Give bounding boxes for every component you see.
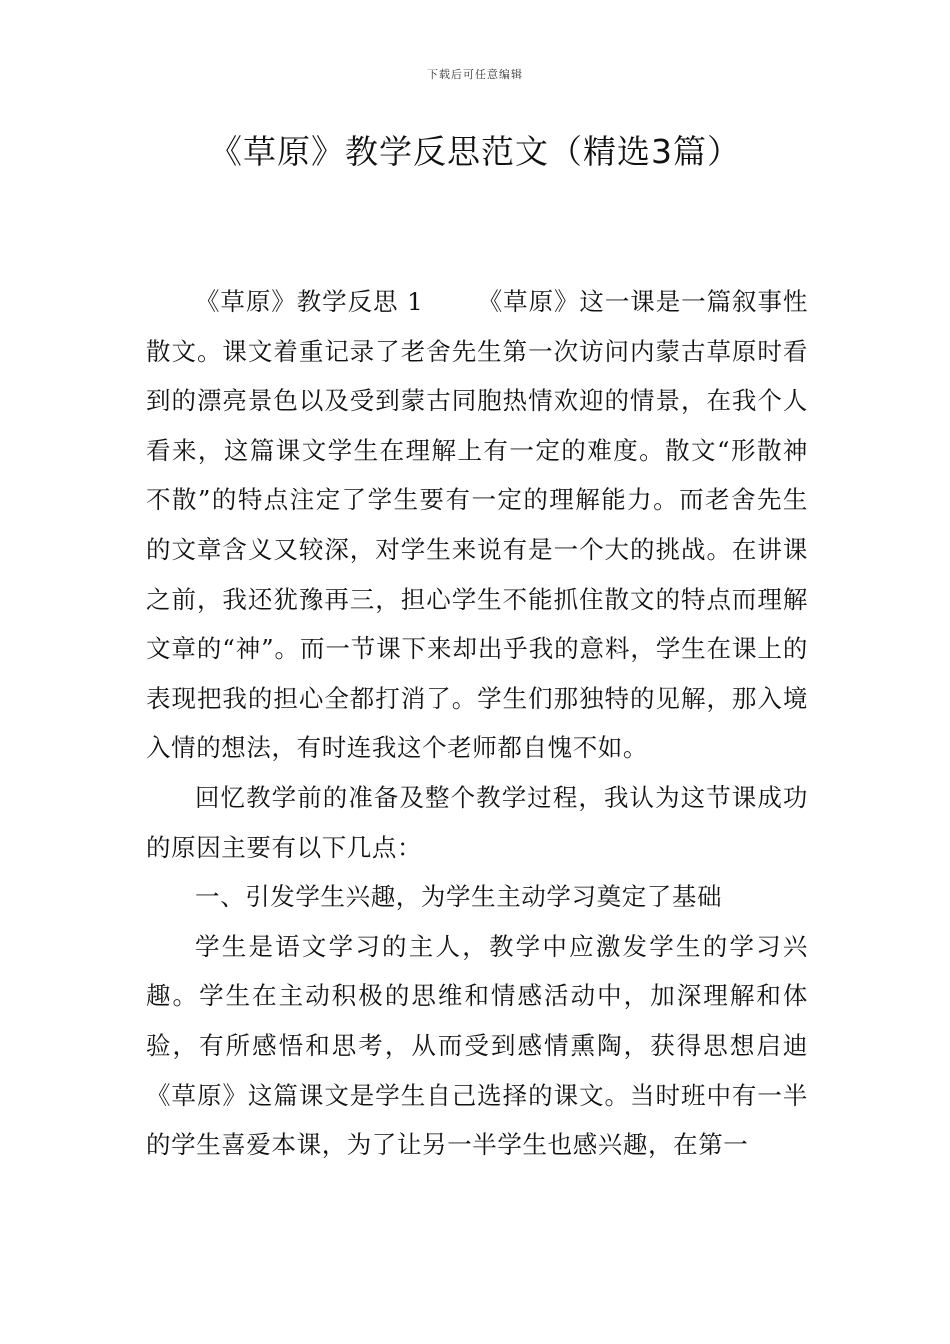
document-body bbox=[146, 277, 808, 1170]
paragraph: 回忆教学前的准备及整个教学过程，我认为这节课成功的原因主要有以下几点： bbox=[146, 782, 808, 862]
section-heading: 《草原》教学反思 1 bbox=[195, 287, 424, 316]
paragraph: 学生是语文学习的主人，教学中应激发学生的学习兴趣。学生在主动积极的思维和情感活动中，加深理解和体验，有所感悟和思考，从而受到感情熏陶，获得思想启迪《草原》这篇课文是学生自己选择的课文。当时班中有一半的学生喜爱本课，为了让另一半学生也感兴趣，在第一 bbox=[146, 931, 808, 1160]
header-note: 下载后可任意编辑 bbox=[427, 68, 523, 81]
subheading: 一、引发学生兴趣，为学生主动学习奠定了基础 bbox=[195, 882, 723, 912]
paragraph-section1 bbox=[146, 277, 808, 773]
section-intro-text: 《草原》这一课是一篇叙事性散文。课文着重记录了老舍先生第一次访问内蒙古草原时看到的漂亮景色以及受到蒙古同胞热情欢迎的情景，在我个人看来，这篇课文学生在理解上有一定的难度。散文“形散神不散”的特点注定了学生要有一定的理解能力。而老舍先生的文章含义又较深，对学生来说有是一个大的挑战。在讲课之前，我还犹豫再三，担心学生不能抓住散文的特点而理解文章的“神”。而一节课下来却出乎我的意料，学生在课上的表现把我的担心全都打消了。学生们那独特的见解，那入境入情的想法，有时连我这个老师都自愧不如。 bbox=[146, 287, 808, 763]
document-title: 《草原》教学反思范文（精选3篇） bbox=[209, 132, 741, 171]
